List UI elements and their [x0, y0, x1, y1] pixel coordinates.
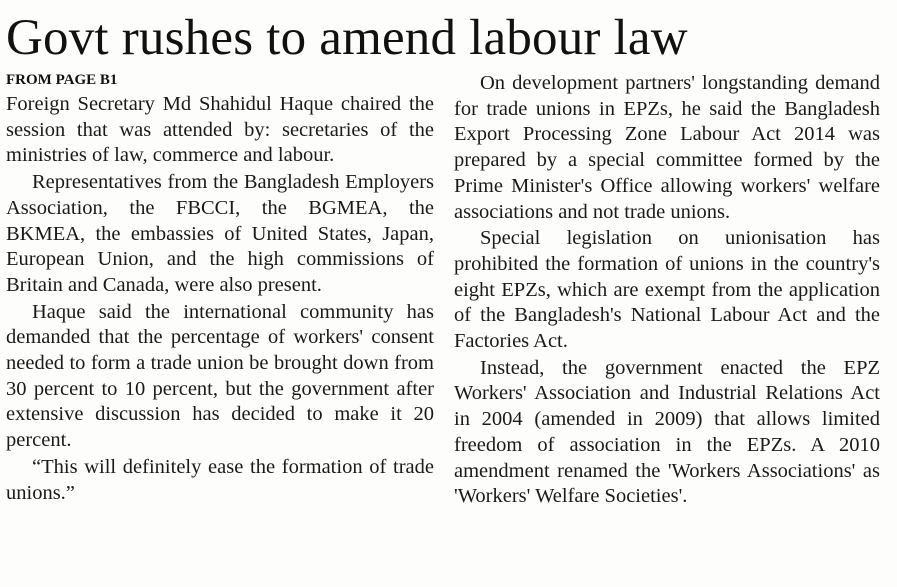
body-paragraph: Representatives from the Bangladesh Employers Association, the FBCCI, the BGMEA, the BKMEA, the embassies of United States, Japan, European Union, and the high commissions of Britain and Canada, were also present. — [6, 171, 434, 296]
body-paragraph: Special legislation on unionisation has prohibited the formation of unions in the country's eight EPZs, which are exempt from the application of the Bangladesh's National Labour Act and the Factories Act. — [454, 227, 880, 353]
body-paragraph: Instead, the government enacted the EPZ Workers' Association and Industrial Relations Act in 2004 (amended in 2009) that allows limited freedom of association in the EPZs. A 2010 amendment renamed the 'Workers Associations' as 'Workers' Welfare Societies'. — [454, 356, 880, 508]
article-column-right — [454, 71, 880, 510]
body-paragraph: “This will definitely ease the formation of trade unions.” — [6, 455, 434, 504]
body-paragraph: On development partners' longstanding demand for trade unions in EPZs, he said the Bangladesh Export Processing Zone Labour Act 2014 was prepared by a special committee formed by the Prime Minister's Office allowing workers' welfare associations and not trade unions. — [454, 72, 880, 223]
body-paragraph: Haque said the international community has demanded that the percentage of workers' consent needed to form a trade union be brought down from 30 percent to 10 percent, but the government after extensive discussion has decided to make it 20 percent. — [6, 300, 434, 452]
continued-from-label: FROM PAGE B1 — [6, 72, 118, 88]
article-column-left — [6, 92, 434, 506]
article-headline: Govt rushes to amend labour law — [6, 10, 688, 66]
body-paragraph: Foreign Secretary Md Shahidul Haque chaired the session that was attended by: secretaries of the ministries of law, commerce and labour. — [6, 93, 434, 167]
